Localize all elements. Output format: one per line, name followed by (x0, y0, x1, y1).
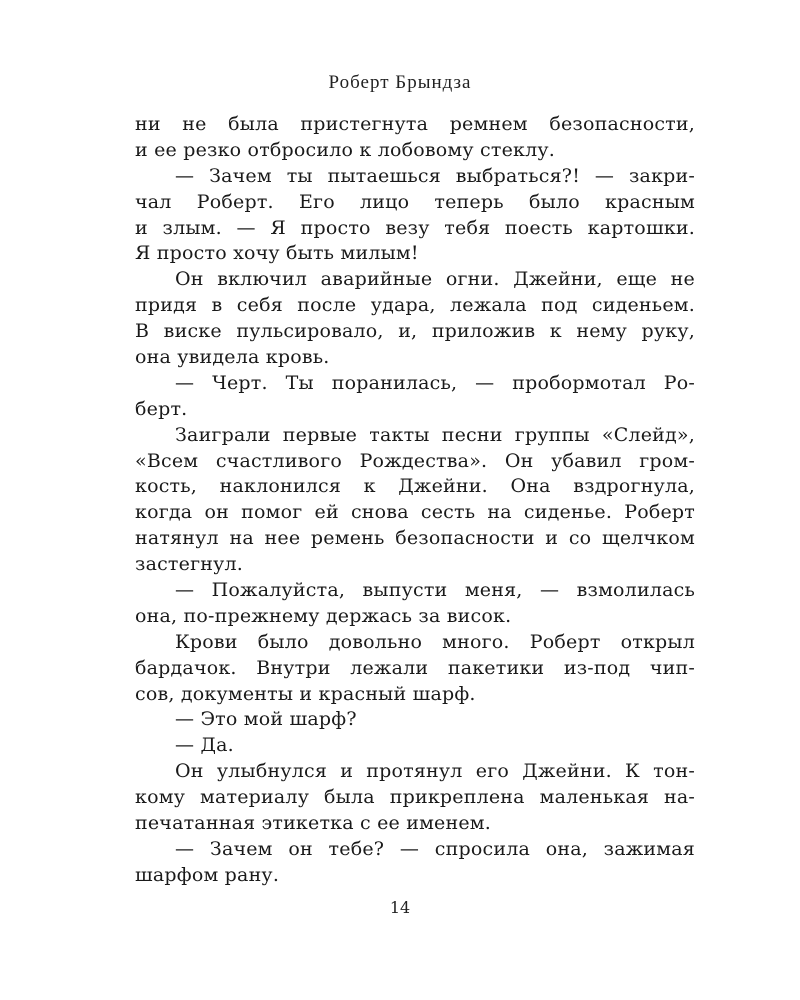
text-line: придя в себя после удара, лежала под сиденьем. (135, 294, 695, 317)
text-line: она увидела кровь. (135, 346, 330, 369)
text-line: шарфом рану. (135, 863, 280, 886)
text-line: и злым. — Я просто везу тебя поесть картошки. (135, 216, 695, 239)
text-line: — Зачем он тебе? — спросила она, зажимая (175, 837, 695, 860)
page-number: 14 (389, 898, 411, 917)
text-line: В виске пульсировало, и, приложив к нему руку, (135, 320, 695, 343)
text-line: — Пожалуйста, выпусти меня, — взмолилась (175, 579, 695, 602)
text-line: — Черт. Ты поранилась, — пробормотал Ро- (175, 371, 695, 394)
text-line: «Всем счастливого Рождества». Он убавил гром- (135, 449, 695, 472)
text-line: застегнул. (135, 553, 243, 576)
text-line: натянул на нее ремень безопасности и со щелчком (135, 527, 695, 550)
text-line: Я просто хочу быть милым! (135, 242, 419, 265)
text-line: кость, наклонился к Джейни. Она вздрогнула, (135, 475, 695, 498)
text-line: и ее резко отбросило к лобовому стеклу. (135, 138, 555, 161)
body-text (135, 112, 695, 889)
text-line: Заиграли первые такты песни группы «Слейд», (175, 423, 695, 446)
text-line: — Зачем ты пытаешься выбраться?! — закри- (175, 164, 695, 187)
text-line: Он улыбнулся и протянул его Джейни. К тон- (175, 760, 695, 783)
text-line: Крови было довольно много. Роберт открыл (175, 630, 695, 653)
text-line: бардачок. Внутри лежали пакетики из-под чип- (135, 656, 695, 679)
text-line: берт. (135, 397, 188, 420)
text-line: чал Роберт. Его лицо теперь было красным (135, 190, 695, 213)
text-line: кому материалу была прикреплена маленькая на- (135, 786, 695, 809)
running-header: Роберт Брындза (328, 72, 472, 93)
text-line: — Да. (175, 734, 234, 757)
text-line: печатанная этикетка с ее именем. (135, 812, 492, 835)
text-line: Он включил аварийные огни. Джейни, еще не (175, 268, 695, 291)
text-line: сов, документы и красный шарф. (135, 682, 476, 705)
text-line: она, по-прежнему держась за висок. (135, 604, 512, 627)
text-line: когда он помог ей снова сесть на сиденье. Роберт (135, 501, 695, 524)
text-line: — Это мой шарф? (175, 708, 357, 731)
text-line: ни не была пристегнута ремнем безопасности, (135, 113, 695, 135)
